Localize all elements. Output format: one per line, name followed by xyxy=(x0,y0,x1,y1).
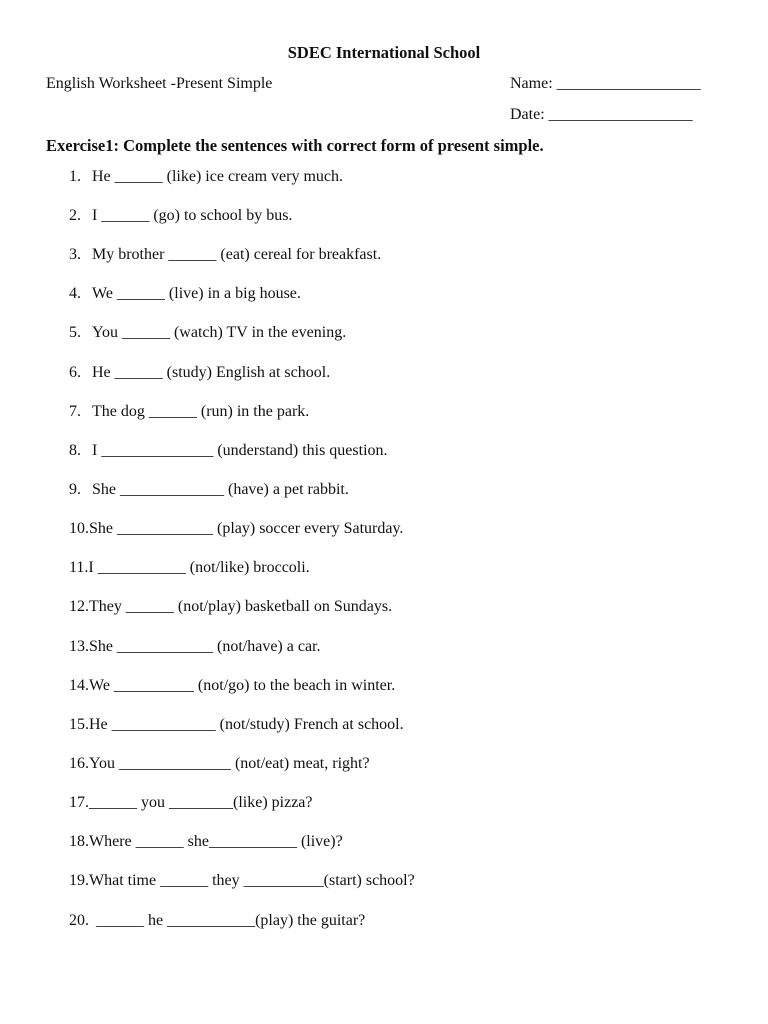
item-number: 8. xyxy=(69,442,81,459)
item-number: 10. xyxy=(69,520,89,537)
exercise-item xyxy=(69,794,313,812)
exercise-item xyxy=(69,912,365,930)
exercise-item xyxy=(69,442,388,460)
item-text: We __________ (not/go) to the beach in winter. xyxy=(89,677,396,694)
item-number: 1. xyxy=(69,168,81,185)
item-text: She ____________ (play) soccer every Saturday. xyxy=(89,520,404,537)
exercise-item xyxy=(69,246,381,264)
exercise-item xyxy=(69,403,309,421)
item-number: 6. xyxy=(69,364,81,381)
item-number: 20. xyxy=(69,912,89,929)
exercise-item xyxy=(69,559,310,577)
exercise-item xyxy=(69,324,346,342)
exercise-item xyxy=(69,520,403,538)
item-text: My brother ______ (eat) cereal for breakfast. xyxy=(92,246,382,263)
item-number: 11. xyxy=(69,559,89,576)
item-number: 15. xyxy=(69,716,89,733)
exercise-item xyxy=(69,285,301,303)
item-number: 5. xyxy=(69,324,81,341)
item-text: He _____________ (not/study) French at school. xyxy=(89,716,404,733)
name-field: Name: __________________ xyxy=(510,75,701,92)
item-number: 19. xyxy=(69,872,89,889)
item-text: We ______ (live) in a big house. xyxy=(92,285,301,302)
item-text: He ______ (like) ice cream very much. xyxy=(92,168,344,185)
item-number: 2. xyxy=(69,207,81,224)
school-title: SDEC International School xyxy=(287,43,481,62)
exercise-item xyxy=(69,168,343,186)
worksheet-subtitle: English Worksheet -Present Simple xyxy=(46,75,273,92)
item-text: Where ______ she___________ (live)? xyxy=(89,833,343,850)
item-number: 12. xyxy=(69,598,89,615)
exercise-title: Exercise1: Complete the sentences with correct form of present simple. xyxy=(46,136,544,155)
item-number: 9. xyxy=(69,481,81,498)
exercise-item xyxy=(69,364,330,382)
exercise-item xyxy=(69,481,349,499)
item-text: ______ he ___________(play) the guitar? xyxy=(96,912,366,929)
item-text: What time ______ they __________(start) school? xyxy=(89,872,415,889)
date-field: Date: __________________ xyxy=(510,106,693,123)
item-number: 18. xyxy=(69,833,89,850)
item-text: The dog ______ (run) in the park. xyxy=(92,403,310,420)
item-number: 16. xyxy=(69,755,89,772)
item-number: 13. xyxy=(69,638,89,655)
item-text: I ___________ (not/like) broccoli. xyxy=(88,559,310,576)
item-text: I ______ (go) to school by bus. xyxy=(92,207,293,224)
item-number: 17. xyxy=(69,794,89,811)
exercise-item xyxy=(69,598,392,616)
item-number: 14. xyxy=(69,677,89,694)
item-text: She _____________ (have) a pet rabbit. xyxy=(92,481,349,498)
item-text: ______ you ________(like) pizza? xyxy=(89,794,313,811)
item-text: She ____________ (not/have) a car. xyxy=(89,638,321,655)
item-text: You ______ (watch) TV in the evening. xyxy=(92,324,347,341)
item-number: 7. xyxy=(69,403,81,420)
item-text: He ______ (study) English at school. xyxy=(92,364,331,381)
exercise-item xyxy=(69,755,370,773)
item-text: They ______ (not/play) basketball on Sundays. xyxy=(89,598,393,615)
item-number: 3. xyxy=(69,246,81,263)
exercise-item xyxy=(69,872,415,890)
exercise-item xyxy=(69,677,395,695)
item-text: You ______________ (not/eat) meat, right? xyxy=(89,755,370,772)
item-number: 4. xyxy=(69,285,81,302)
exercise-item xyxy=(69,833,343,851)
exercise-item xyxy=(69,207,292,225)
item-text: I ______________ (understand) this question. xyxy=(92,442,388,459)
exercise-item xyxy=(69,638,321,656)
exercise-item xyxy=(69,716,404,734)
